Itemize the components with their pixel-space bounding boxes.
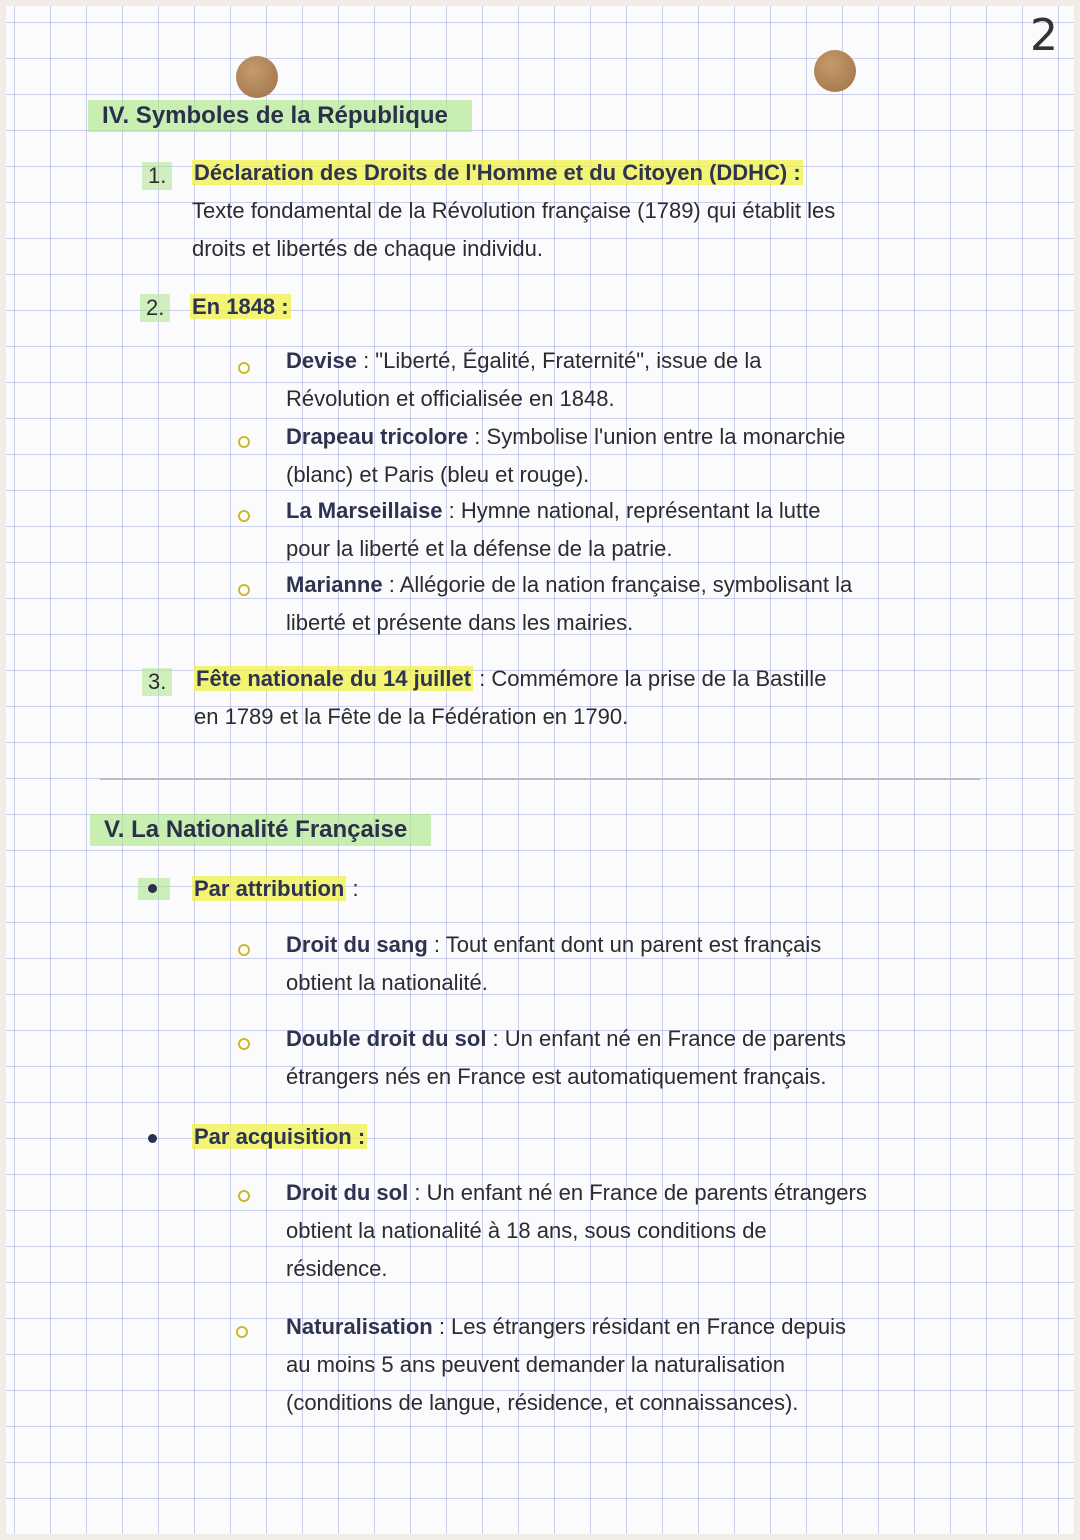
bullet-dot-icon [148, 1134, 157, 1143]
sang-line2: obtient la nationalité. [286, 970, 488, 995]
double-sol-line1 [286, 1020, 846, 1058]
sang-text: Tout enfant dont un parent est français [445, 932, 822, 957]
item-3-text: Commémore la prise de la Bastille [491, 666, 827, 691]
attribution-label: Par attribution [194, 876, 345, 901]
sang-sep: : [427, 932, 446, 957]
double-sol-text: Un enfant né en France de parents [504, 1026, 847, 1051]
naturalisation-text: Les étrangers résidant en France depuis [451, 1314, 847, 1339]
item-1-line2: droits et libertés de chaque individu. [192, 236, 543, 261]
drapeau-line1 [286, 418, 845, 456]
marseillaise-label: La Marseillaise [286, 498, 443, 523]
marianne-label: Marianne [286, 572, 383, 597]
item-2-number: 2. [140, 294, 170, 322]
drapeau-label: Drapeau tricolore [286, 424, 469, 449]
item-1-heading [192, 154, 803, 192]
double-sol-line2: étrangers nés en France est automatiquement français. [286, 1064, 827, 1089]
marseillaise-sep: : [442, 498, 461, 523]
acquisition-label: Par acquisition : [194, 1124, 366, 1149]
marseillaise-line2: pour la liberté et la défense de la patrie. [286, 536, 673, 561]
item-3-line1 [194, 660, 826, 698]
item-1-number: 1. [142, 162, 172, 190]
bullet-circle-icon [238, 584, 250, 596]
bullet-circle-icon [238, 944, 250, 956]
acquisition-heading [192, 1118, 367, 1156]
sol-line3: résidence. [286, 1256, 388, 1281]
marianne-sep: : [382, 572, 400, 597]
bullet-circle-icon [238, 510, 250, 522]
naturalisation-line3: (conditions de langue, résidence, et connaissances). [286, 1390, 799, 1415]
attribution-colon: : [346, 876, 359, 901]
item-2-heading [190, 288, 291, 326]
item-3-line2: en 1789 et la Fête de la Fédération en 1790. [194, 704, 629, 729]
section-divider [100, 778, 980, 780]
section-4-title: IV. Symboles de la République [88, 100, 472, 132]
item-3-sep: : [473, 666, 492, 691]
sol-sep: : [408, 1180, 427, 1205]
sang-line1 [286, 926, 821, 964]
marseillaise-line1 [286, 492, 820, 530]
marianne-line1 [286, 566, 852, 604]
page-number: 2 [1030, 10, 1058, 61]
bullet-circle-icon [236, 1326, 248, 1338]
marianne-line2: liberté et présente dans les mairies. [286, 610, 634, 635]
drapeau-line2: (blanc) et Paris (bleu et rouge). [286, 462, 590, 487]
item-1-label: Déclaration des Droits de l'Homme et du Citoyen (DDHC) : [194, 160, 801, 185]
sol-line2: obtient la nationalité à 18 ans, sous conditions de [286, 1218, 767, 1243]
bullet-circle-icon [238, 436, 250, 448]
bullet-circle-icon [238, 1190, 250, 1202]
devise-sep: : [356, 348, 376, 373]
devise-line2: Révolution et officialisée en 1848. [286, 386, 615, 411]
punch-hole-right [814, 50, 856, 92]
item-1-line1: Texte fondamental de la Révolution française (1789) qui établit les [192, 198, 836, 223]
item-3-number: 3. [142, 668, 172, 696]
sol-label: Droit du sol [286, 1180, 409, 1205]
punch-hole-left [236, 56, 278, 98]
sol-line1 [286, 1174, 867, 1212]
naturalisation-line2: au moins 5 ans peuvent demander la naturalisation [286, 1352, 785, 1377]
devise-line1 [286, 342, 761, 380]
marianne-text: Allégorie de la nation française, symbolisant la [399, 572, 853, 597]
devise-label: Devise [286, 348, 357, 373]
sang-label: Droit du sang [286, 932, 428, 957]
naturalisation-sep: : [432, 1314, 452, 1339]
naturalisation-label: Naturalisation [286, 1314, 433, 1339]
marseillaise-text: Hymne national, représentant la lutte [460, 498, 821, 523]
sol-text: Un enfant né en France de parents étrangers [426, 1180, 867, 1205]
bullet-circle-icon [238, 1038, 250, 1050]
drapeau-text: Symbolise l'union entre la monarchie [486, 424, 846, 449]
bullet-circle-icon [238, 362, 250, 374]
attribution-heading [192, 870, 359, 908]
naturalisation-line1 [286, 1308, 846, 1346]
bullet-dot-icon [148, 884, 157, 893]
double-sol-label: Double droit du sol [286, 1026, 487, 1051]
item-2-label: En 1848 : [192, 294, 289, 319]
item-3-label: Fête nationale du 14 juillet [196, 666, 472, 691]
devise-text: "Liberté, Égalité, Fraternité", issue de la [375, 348, 762, 373]
double-sol-sep: : [486, 1026, 505, 1051]
section-5-title: V. La Nationalité Française [90, 814, 431, 846]
drapeau-sep: : [468, 424, 487, 449]
